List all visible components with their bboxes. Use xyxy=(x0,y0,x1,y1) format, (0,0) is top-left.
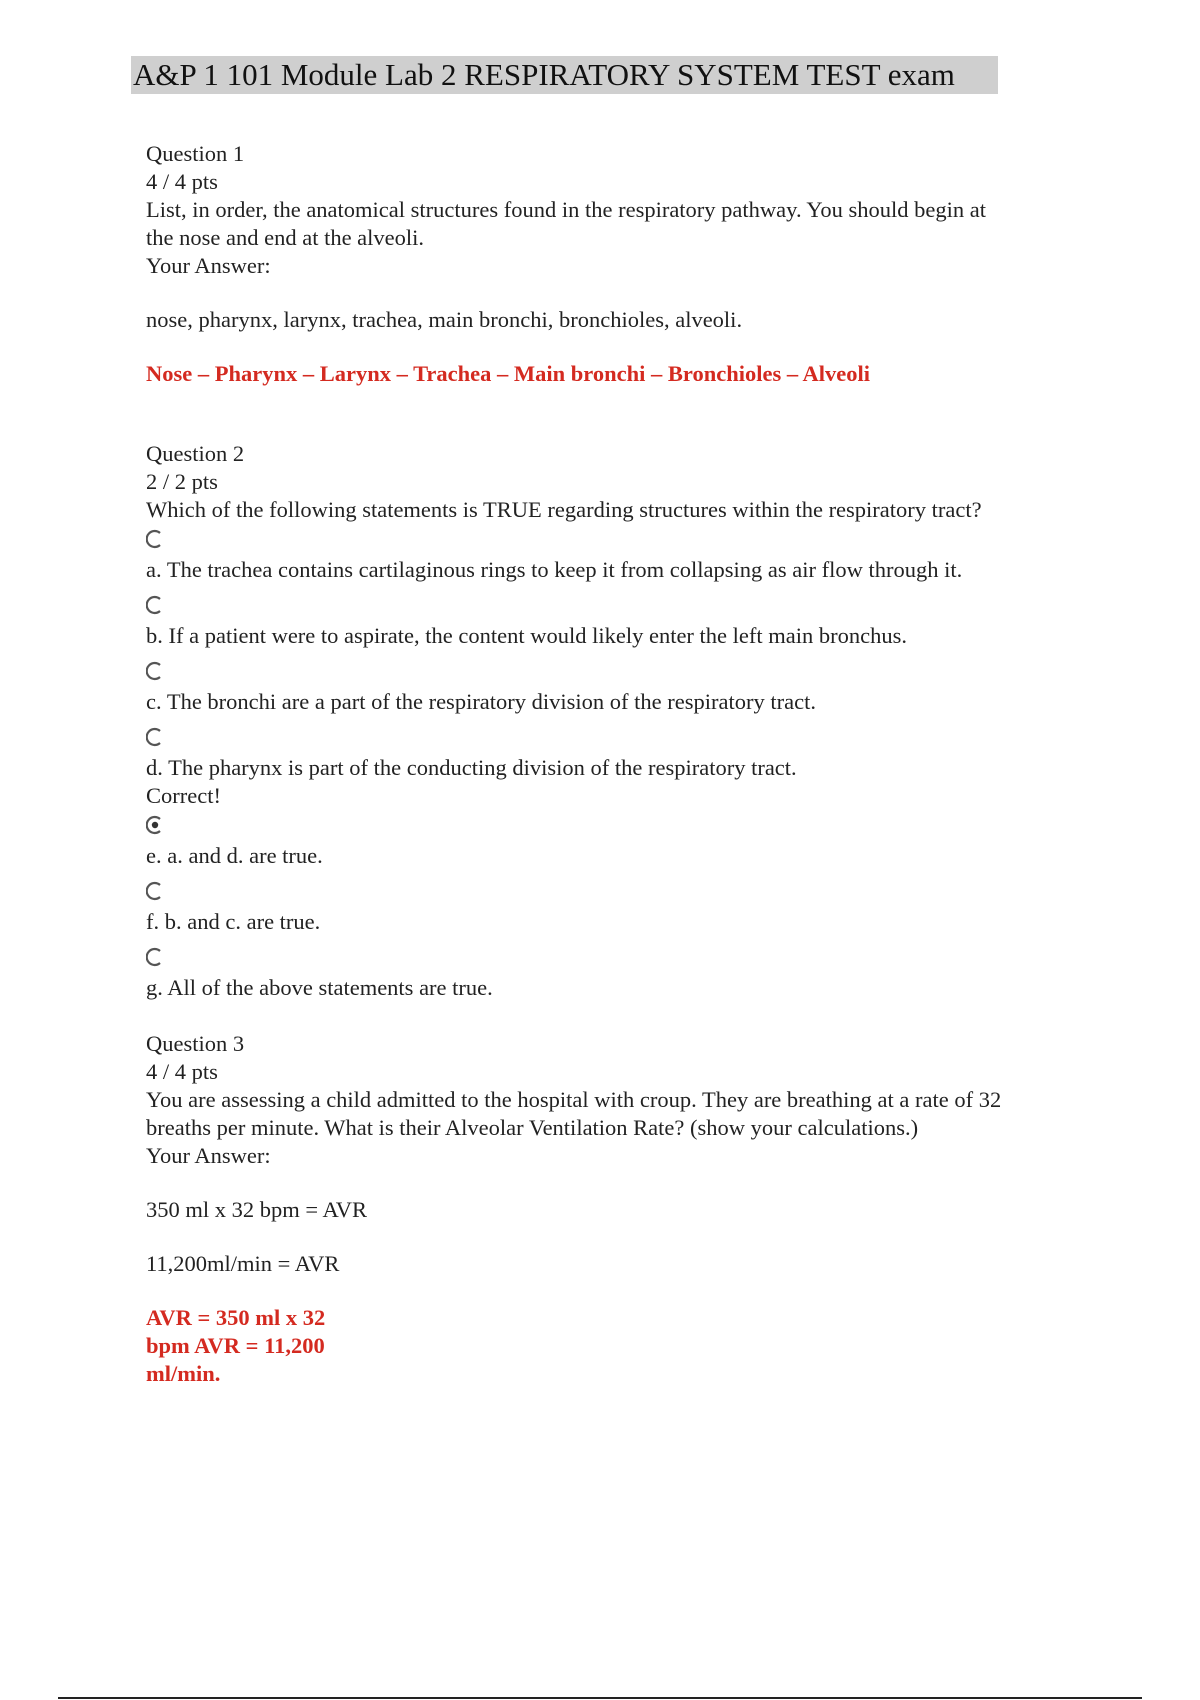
question-1-points: 4 / 4 pts xyxy=(146,169,218,194)
question-1-prompt-line-2: the nose and end at the alveoli. xyxy=(146,225,425,250)
question-3-answer-key-line-1: AVR = 350 ml x 32 xyxy=(146,1305,326,1330)
page-title: A&P 1 101 Module Lab 2 RESPIRATORY SYSTEM TEST exam xyxy=(131,56,998,94)
question-3-prompt-line-1: You are assessing a child admitted to the hospital with croup. They are breathing at a rate of 32 xyxy=(146,1087,1002,1112)
question-2-label: Question 2 xyxy=(146,441,245,466)
question-1-answer: nose, pharynx, larynx, trachea, main bronchi, bronchioles, alveoli. xyxy=(146,307,743,332)
question-1-label: Question 1 xyxy=(146,141,245,166)
radio-button-icon[interactable] xyxy=(146,947,164,967)
question-1 xyxy=(146,140,1086,388)
option-g-radio-row xyxy=(146,942,1086,974)
question-3-answer-key-line-3: ml/min. xyxy=(146,1361,221,1386)
option-f-radio-row xyxy=(146,876,1086,908)
option-a: a. The trachea contains cartilaginous rings to keep it from collapsing as air flow through it. xyxy=(146,557,963,582)
option-c-radio-row xyxy=(146,656,1086,688)
option-g: g. All of the above statements are true. xyxy=(146,975,493,1000)
option-b: b. If a patient were to aspirate, the content would likely enter the left main bronchus. xyxy=(146,623,907,648)
option-c: c. The bronchi are a part of the respiratory division of the respiratory tract. xyxy=(146,689,816,714)
option-b-radio-row xyxy=(146,590,1086,622)
radio-button-icon[interactable] xyxy=(146,881,164,901)
question-3-your-answer-label: Your Answer: xyxy=(146,1143,271,1168)
option-a-radio-row xyxy=(146,524,1086,556)
question-3-label: Question 3 xyxy=(146,1031,245,1056)
question-2-prompt: Which of the following statements is TRUE regarding structures within the respiratory tract? xyxy=(146,497,982,522)
correct-label: Correct! xyxy=(146,783,221,808)
radio-button-icon[interactable] xyxy=(146,727,164,747)
question-3-answer-line-1: 350 ml x 32 bpm = AVR xyxy=(146,1197,368,1222)
question-1-answer-key: Nose – Pharynx – Larynx – Trachea – Main bronchi – Bronchioles – Alveoli xyxy=(146,361,870,386)
question-3-points: 4 / 4 pts xyxy=(146,1059,218,1084)
option-d-radio-row xyxy=(146,722,1086,754)
question-2-points: 2 / 2 pts xyxy=(146,469,218,494)
radio-button-icon[interactable] xyxy=(146,661,164,681)
question-1-your-answer-label: Your Answer: xyxy=(146,253,271,278)
radio-button-selected-icon[interactable] xyxy=(146,815,164,835)
option-e: e. a. and d. are true. xyxy=(146,843,323,868)
question-2 xyxy=(146,440,1086,1002)
question-3 xyxy=(146,1030,1086,1388)
option-e-radio-row xyxy=(146,810,1086,842)
option-d: d. The pharynx is part of the conducting division of the respiratory tract. xyxy=(146,755,797,780)
radio-button-icon[interactable] xyxy=(146,595,164,615)
question-1-prompt-line-1: List, in order, the anatomical structures found in the respiratory pathway. You should begin at xyxy=(146,197,986,222)
question-3-answer-key-line-2: bpm AVR = 11,200 xyxy=(146,1333,325,1358)
page-bottom-divider xyxy=(58,1697,1142,1699)
radio-button-icon[interactable] xyxy=(146,529,164,549)
option-f: f. b. and c. are true. xyxy=(146,909,321,934)
question-3-answer-line-2: 11,200ml/min = AVR xyxy=(146,1251,340,1276)
question-3-prompt-line-2: breaths per minute. What is their Alveolar Ventilation Rate? (show your calculations.) xyxy=(146,1115,919,1140)
exam-content xyxy=(146,140,1086,1388)
